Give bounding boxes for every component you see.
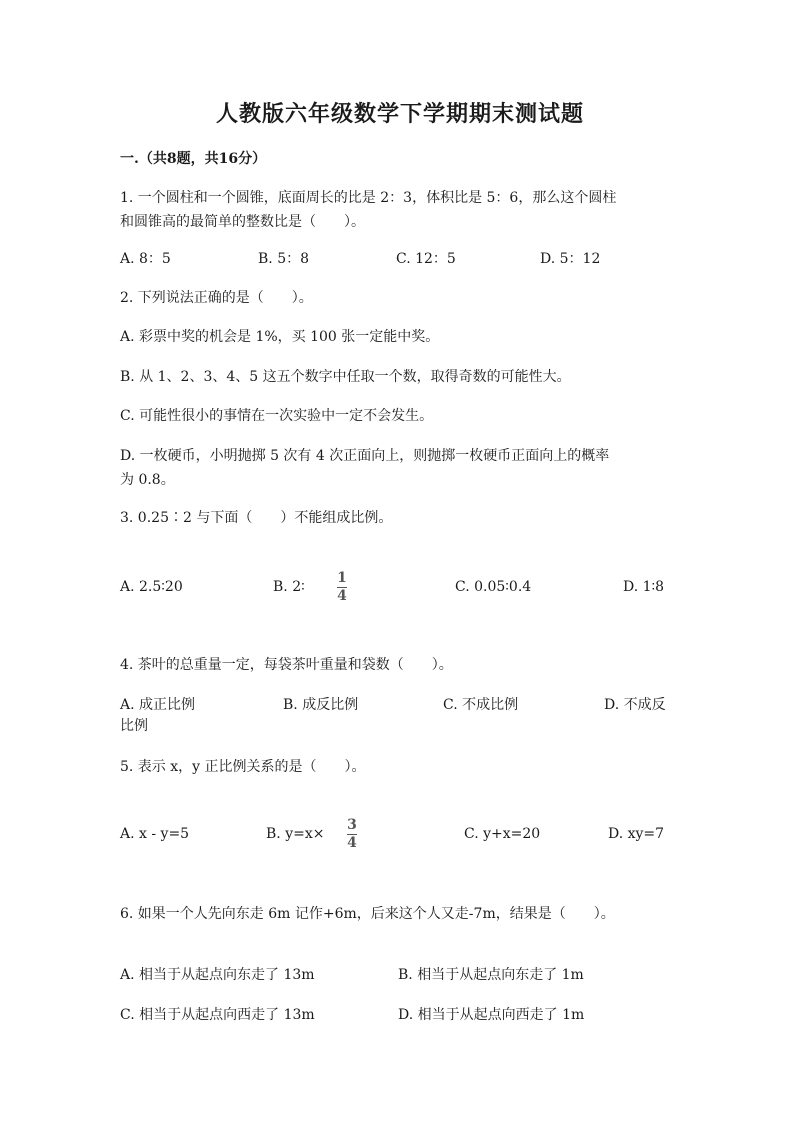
fraction-numerator: 1 xyxy=(337,570,347,586)
q3-option-b: B. 2∶ xyxy=(273,579,305,595)
q4-option-d-line1: D. 不成反 xyxy=(604,697,666,713)
q1-option-d: D. 5：12 xyxy=(540,251,601,267)
q1-option-c: C. 12：5 xyxy=(396,251,456,267)
q6-stem: 6. 如果一个人先向东走 6m 记作+6m，后来这个人又走-7m，结果是（ ）。 xyxy=(120,906,615,922)
q2-option-d-line1: D. 一枚硬币，小明抛掷 5 次有 4 次正面向上，则抛掷一枚硬币正面向上的概率 xyxy=(120,448,610,464)
fraction-denominator: 4 xyxy=(337,588,347,604)
q5-option-d: D. xy=7 xyxy=(608,826,665,842)
q4-option-a: A. 成正比例 xyxy=(120,697,196,713)
q3-option-b-fraction xyxy=(337,571,347,604)
q6-option-a: A. 相当于从起点向东走了 13m xyxy=(120,967,315,983)
q4-stem: 4. 茶叶的总重量一定，每袋茶叶重量和袋数（ ）。 xyxy=(120,657,453,673)
q5-option-b-fraction xyxy=(347,818,357,851)
q1-stem-line1: 1. 一个圆柱和一个圆锥，底面周长的比是 2：3，体积比是 5：6，那么这个圆柱 xyxy=(120,190,617,206)
q2-option-a: A. 彩票中奖的机会是 1%，买 100 张一定能中奖。 xyxy=(120,329,440,345)
q3-stem: 3. 0.25∶2 与下面（ ）不能组成比例。 xyxy=(120,510,393,526)
q2-option-d-line2: 为 0.8。 xyxy=(120,472,175,488)
q4-option-b: B. 成反比例 xyxy=(283,697,359,713)
fraction-numerator: 3 xyxy=(347,817,357,833)
q6-option-b: B. 相当于从起点向东走了 1m xyxy=(398,967,584,983)
q6-option-d: D. 相当于从起点向西走了 1m xyxy=(398,1007,585,1023)
q2-option-b: B. 从 1、2、3、4、5 这五个数字中任取一个数，取得奇数的可能性大。 xyxy=(120,369,571,385)
q4-option-c: C. 不成比例 xyxy=(443,697,519,713)
q2-stem: 2. 下列说法正确的是（ ）。 xyxy=(120,290,313,306)
q2-option-c: C. 可能性很小的事情在一次实验中一定不会发生。 xyxy=(120,408,434,424)
q5-stem: 5. 表示 x，y 正比例关系的是（ ）。 xyxy=(120,759,366,775)
page-title: 人教版六年级数学下学期期末测试题 xyxy=(215,101,584,127)
q5-option-b: B. y=x× xyxy=(266,826,325,842)
q6-option-c: C. 相当于从起点向西走了 13m xyxy=(120,1007,315,1023)
q5-option-c: C. y+x=20 xyxy=(464,826,541,842)
q3-option-c: C. 0.05∶0.4 xyxy=(455,579,532,595)
q1-stem-line2: 和圆锥高的最简单的整数比是（ ）。 xyxy=(120,214,365,230)
q3-option-d: D. 1∶8 xyxy=(623,579,665,595)
q1-option-a: A. 8：5 xyxy=(120,251,171,267)
section-heading: 一.（共8题，共16分） xyxy=(120,151,267,167)
q5-option-a: A. x - y=5 xyxy=(120,826,190,842)
q4-option-d-line2: 比例 xyxy=(120,718,148,734)
q1-option-b: B. 5：8 xyxy=(258,251,310,267)
q3-option-a: A. 2.5∶20 xyxy=(120,579,183,595)
fraction-denominator: 4 xyxy=(347,835,357,851)
